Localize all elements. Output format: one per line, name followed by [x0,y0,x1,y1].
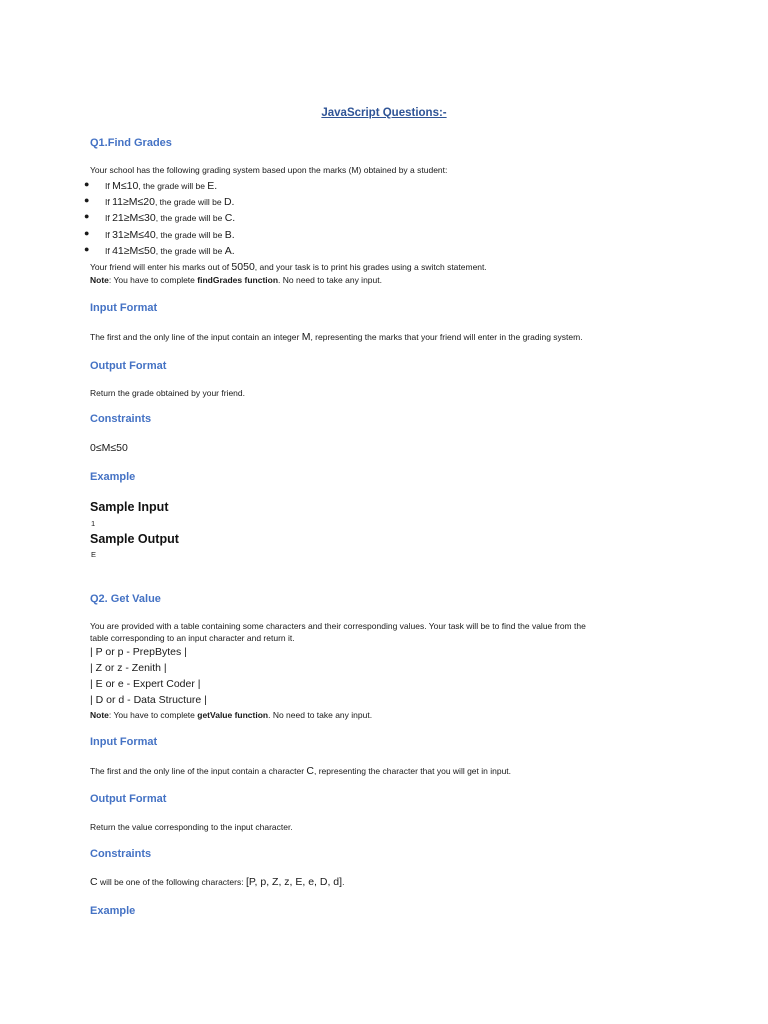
q1-output-format-text: Return the grade obtained by your friend. [90,388,245,398]
q2-output-format-text: Return the value corresponding to the input character. [90,822,293,832]
q2-intro-line2: table corresponding to an input character and return it. [90,633,295,643]
table-row: | P or p - PrepBytes | [90,646,187,658]
q1-heading: Q1.Find Grades [90,137,172,149]
q1-sample-output-label: Sample Output [90,532,179,546]
q1-input-format-text: The first and the only line of the input contain an integer M, representing the marks that your friend will enter in the grading system. [90,331,583,343]
bullet-icon: ● [84,244,90,254]
q1-constraints-text: 0≤M≤50 [90,442,128,454]
q1-sample-input-value: 1 [91,519,96,528]
grade-list-item: If 11≥M≤20, the grade will be D. [105,196,235,208]
bullet-icon: ● [84,195,90,205]
q2-note: Note: You have to complete getValue function. No need to take any input. [90,710,373,720]
grade-list-item: If 31≥M≤40, the grade will be B. [105,229,235,241]
q2-constraints-heading: Constraints [90,848,152,860]
document-title: JavaScript Questions:- [321,107,447,119]
q1-task-text: Your friend will enter his marks out of 5050, and your task is to print his grades using a switch statement. [90,261,487,273]
bullet-icon: ● [84,179,90,189]
grade-list-item: If M≤10, the grade will be E. [105,180,218,192]
q1-constraints-heading: Constraints [90,413,152,425]
bullet-icon: ● [84,211,90,221]
grade-list-item: If 41≥M≤50, the grade will be A. [105,245,235,257]
table-row: | E or e - Expert Coder | [90,678,201,690]
q1-intro: Your school has the following grading system based upon the marks (M) obtained by a student: [90,165,448,175]
bullet-icon: ● [84,228,90,238]
q2-intro-line1: You are provided with a table containing some characters and their corresponding values. Your task will be to find the value from the [90,621,586,631]
q2-example-heading: Example [90,905,136,917]
q1-example-heading: Example [90,471,136,483]
q1-note: Note: You have to complete findGrades function. No need to take any input. [90,275,382,285]
q1-sample-input-label: Sample Input [90,500,169,514]
q2-output-format-heading: Output Format [90,793,167,805]
grade-list-item: If 21≥M≤30, the grade will be C. [105,212,236,224]
q2-constraints-text: C will be one of the following characters: [P, p, Z, z, E, e, D, d]. [90,876,345,888]
q2-input-format-heading: Input Format [90,736,158,748]
q1-input-format-heading: Input Format [90,302,158,314]
q2-heading: Q2. Get Value [90,593,161,605]
q1-output-format-heading: Output Format [90,360,167,372]
table-row: | D or d - Data Structure | [90,694,207,706]
q2-input-format-text: The first and the only line of the input contain a character C, representing the character that you will get in input. [90,765,512,777]
table-row: | Z or z - Zenith | [90,662,167,674]
q1-sample-output-value: E [91,550,97,559]
